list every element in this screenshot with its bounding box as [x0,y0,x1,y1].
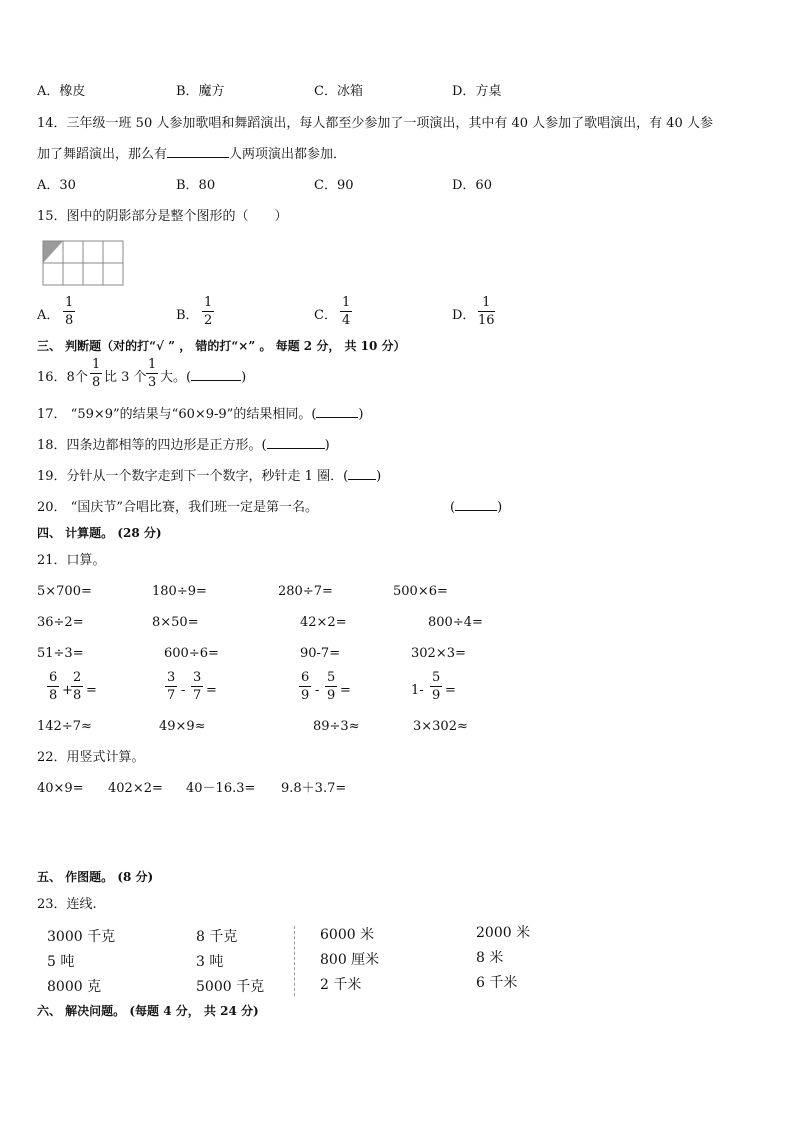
q14-option-d: D．60 [452,178,492,193]
q15-option-d-fraction [478,296,495,327]
denominator: 8 [73,688,82,703]
numerator: 5 [327,670,336,685]
q21-r4-e4-eq: = [445,683,456,698]
q21-r4-e3-frac2 [325,671,337,702]
q21-r2-c2: 8×50= [152,615,199,630]
q14-answer-blank[interactable] [167,157,229,158]
numerator: 1 [148,357,157,372]
q15-option-a-fraction [63,296,75,327]
q16-a: 16．8个 [37,370,88,385]
q18-b: ) [324,438,330,453]
q18-answer-blank[interactable] [267,448,325,449]
numerator: 1 [204,295,213,310]
q15-stem: 15．图中的阴影部分是整个图形的（ ） [37,209,288,224]
denominator: 2 [204,313,213,328]
denominator: 9 [327,688,336,703]
numerator: 6 [49,670,58,685]
q21-r5-c2: 49×9≈ [159,719,206,734]
q16-b: 比 3 个 [104,370,147,385]
section-6-heading: 六、 解决问题。 (每题 4 分， 共 24 分) [37,1004,259,1018]
q13-option-c: C．冰箱 [314,84,363,99]
q21-r4-e3-eq: = [340,683,351,698]
section-3-heading: 三、 判断题（对的打“√ ” ， 错的打“×” 。 每题 2 分， 共 10 分） [37,339,406,353]
q23-divider [294,926,295,996]
q19 [37,470,381,483]
q21-r1-c3: 280÷7= [278,584,333,599]
q23-left-col2-3: 5000 千克 [196,979,265,995]
q16-answer-blank[interactable] [191,380,241,381]
q17-b: ) [358,407,364,422]
q16-fraction-2 [146,358,158,389]
q17-answer-blank[interactable] [316,417,358,418]
q21-r5-c4: 3×302≈ [413,719,468,734]
q21-r4-e2-frac1 [165,671,177,702]
q22-stem: 22．用竖式计算。 [37,750,145,765]
shaded-grid-figure [42,240,124,286]
q14-option-b: B．80 [176,178,216,193]
denominator: 16 [478,313,495,328]
q21-r1-c2: 180÷9= [152,584,207,599]
shaded-triangle [43,241,63,263]
numerator: 1 [92,357,101,372]
q20-paren [450,501,502,514]
numerator: 1 [342,295,351,310]
q14-line1: 14．三年级一班 50 人参加歌唱和舞蹈演出，每人都至少参加了一项演出，其中有 40 人参加了歌唱演出，有 40 人参 [37,116,713,131]
q22-item-4: 9.8＋3.7= [281,781,347,796]
denominator: 9 [301,688,310,703]
q17 [37,408,363,421]
numerator: 5 [432,670,441,685]
q15-option-a-label: A． [37,308,60,323]
q20-answer-blank[interactable] [455,510,497,511]
q14-line2 [37,148,346,161]
q21-r2-c3: 42×2= [300,615,347,630]
q16-d: ) [241,370,247,385]
q23-right-col2-1: 2000 米 [476,925,531,941]
q21-r1-c1: 5×700= [37,584,92,599]
q21-r4-e1-op: + [62,683,73,698]
q21-r4-e3-frac1 [299,671,311,702]
q23-right-col2-2: 8 米 [476,950,504,966]
numerator: 1 [482,295,491,310]
denominator: 4 [342,313,351,328]
q16-tail [160,371,246,384]
denominator: 9 [432,688,441,703]
q21-r4-e4-pre: 1- [411,683,424,698]
q21-r4-e1-frac2 [71,671,83,702]
q21-r1-c4: 500×6= [393,584,448,599]
numerator: 1 [65,295,74,310]
numerator: 6 [301,670,310,685]
q23-left-col1-2: 5 吨 [47,954,75,970]
q21-r3-c4: 302×3= [411,646,466,661]
q15-option-c-fraction [340,296,352,327]
numerator: 3 [167,670,176,685]
q16-fraction-1 [90,358,102,389]
q21-r2-c4: 800÷4= [428,615,483,630]
q21-r4-e2-frac2 [191,671,203,702]
denominator: 8 [65,313,74,328]
q15-option-b-label: B． [176,308,199,323]
q23-left-col2-2: 3 吨 [196,954,224,970]
q18-a: 18．四条边都相等的四边形是正方形。( [37,438,267,453]
denominator: 8 [49,688,58,703]
q14-line2-b: 人两项演出都参加． [229,147,347,162]
q23-stem: 23．连线. [37,897,97,912]
q21-r3-c3: 90-7= [300,646,341,661]
q19-a: 19．分针从一个数字走到下一个数字，秒针走 1 圈．( [37,469,349,484]
q21-r4-e1-eq: = [86,683,97,698]
q15-option-d-label: D． [452,308,476,323]
numerator: 2 [73,670,82,685]
q21-r2-c1: 36÷2= [37,615,84,630]
q14-option-a: A．30 [37,178,76,193]
q20-a: 20． “国庆节”合唱比赛，我们班一定是第一名。 [37,500,318,515]
q20-b: ( [450,500,456,515]
q20-c: ) [497,500,503,515]
section-4-heading: 四、 计算题。 (28 分) [37,526,162,540]
denominator: 8 [92,375,101,390]
q21-stem: 21．口算。 [37,553,106,568]
denominator: 7 [193,688,202,703]
section-5-heading: 五、 作图题。 (8 分) [37,870,154,884]
q15-option-b-fraction [202,296,214,327]
numerator: 3 [193,670,202,685]
q16-c: 大。( [160,370,192,385]
q13-option-b: B．魔方 [176,84,225,99]
q17-a: 17． “59×9”的结果与“60×9-9”的结果相同。( [37,407,317,422]
q22-item-3: 40－16.3= [186,781,256,796]
q21-r5-c3: 89÷3≈ [313,719,360,734]
q21-r4-e2-eq: = [206,683,217,698]
q13-option-a: A．橡皮 [37,84,86,99]
q23-right-col1-1: 6000 米 [320,927,375,943]
q21-r4-e4-frac [430,671,442,702]
q19-answer-blank[interactable] [348,479,376,480]
q22-item-2: 402×2= [108,781,163,796]
q21-r4-e3-op: - [315,683,320,698]
q21-r4-e1-frac1 [47,671,59,702]
q21-r3-c2: 600÷6= [164,646,219,661]
q19-b: ) [376,469,382,484]
q18 [37,439,330,452]
q14-line2-a: 加了舞蹈演出，那么有 [37,147,168,162]
q22-item-1: 40×9= [37,781,84,796]
q23-right-col1-2: 800 厘米 [320,952,380,968]
q23-left-col1-1: 3000 千克 [47,929,116,945]
q23-right-col1-3: 2 千米 [320,977,362,993]
q23-right-col2-3: 6 千米 [476,975,518,991]
q13-option-d: D．方桌 [452,84,502,99]
q21-r5-c1: 142÷7≈ [37,719,92,734]
denominator: 3 [148,375,157,390]
q21-r4-e2-op: - [181,683,186,698]
denominator: 7 [167,688,176,703]
q21-r3-c1: 51÷3= [37,646,84,661]
q23-left-col2-1: 8 千克 [196,929,238,945]
q14-option-c: C．90 [314,178,354,193]
q23-left-col1-3: 8000 克 [47,979,102,995]
q15-option-c-label: C． [314,308,337,323]
